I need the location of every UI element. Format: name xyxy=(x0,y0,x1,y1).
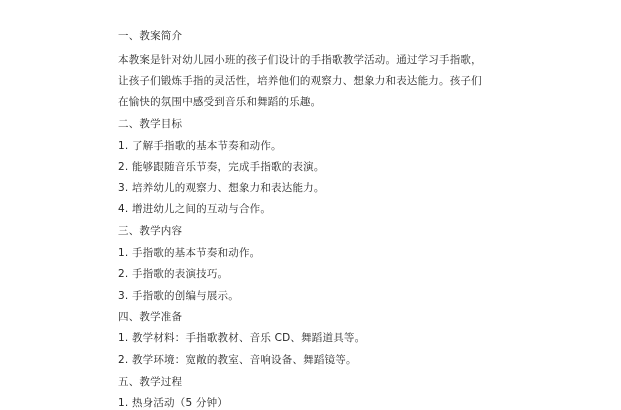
preparation-item-1: 1. 教学材料：手指歌教材、音乐 CD、舞蹈道具等。 xyxy=(118,332,366,344)
content-item-2: 2. 手指歌的表演技巧。 xyxy=(118,268,229,280)
section-heading-preparation: 四、教学准备 xyxy=(118,311,183,323)
goal-item-3: 3. 培养幼儿的观察力、想象力和表达能力。 xyxy=(118,182,325,194)
goal-item-2: 2. 能够跟随音乐节奏，完成手指歌的表演。 xyxy=(118,161,325,173)
intro-paragraph-line-2: 让孩子们锻炼手指的灵活性，培养他们的观察力、想象力和表达能力。孩子们 xyxy=(118,75,482,87)
goal-item-4: 4. 增进幼儿之间的互动与合作。 xyxy=(118,203,272,215)
goal-item-1: 1. 了解手指歌的基本节奏和动作。 xyxy=(118,140,282,152)
intro-paragraph-line-1: 本教案是针对幼儿园小班的孩子们设计的手指歌教学活动。通过学习手指歌， xyxy=(118,54,482,66)
section-heading-content: 三、教学内容 xyxy=(118,225,183,237)
preparation-item-2: 2. 教学环境：宽敞的教室、音响设备、舞蹈镜等。 xyxy=(118,354,357,366)
intro-paragraph-line-3: 在愉快的氛围中感受到音乐和舞蹈的乐趣。 xyxy=(118,96,322,108)
content-item-3: 3. 手指歌的创编与展示。 xyxy=(118,290,239,302)
section-heading-goals: 二、教学目标 xyxy=(118,118,183,130)
process-item-1: 1. 热身活动（5 分钟） xyxy=(118,397,228,409)
section-heading-intro: 一、教案简介 xyxy=(118,30,183,42)
section-heading-process: 五、教学过程 xyxy=(118,376,183,388)
content-item-1: 1. 手指歌的基本节奏和动作。 xyxy=(118,247,261,259)
